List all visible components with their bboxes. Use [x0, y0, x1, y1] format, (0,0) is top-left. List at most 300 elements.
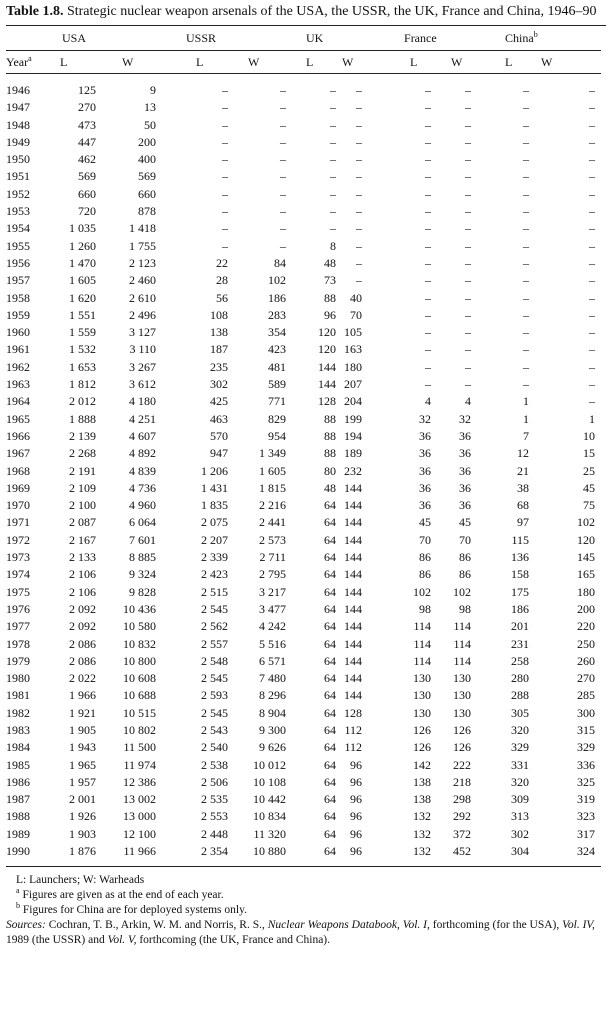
table-row [6, 705, 601, 722]
cell-china-w: 120 [577, 532, 596, 547]
cell-china-l: 136 [511, 550, 530, 565]
cell-china-w: – [589, 117, 596, 132]
table-row [6, 808, 601, 825]
cell-china-l: 231 [511, 636, 530, 651]
cell-year: 1976 [6, 601, 30, 616]
cell-ussr-l: – [222, 83, 229, 97]
table-row [6, 134, 601, 151]
table-row [6, 428, 601, 445]
cell-china-l: – [523, 273, 530, 288]
cell-france-l: 138 [413, 774, 432, 789]
cell-china-w: – [589, 169, 596, 184]
cell-usa-w: 13 002 [123, 792, 157, 807]
cell-ussr-l: – [222, 204, 229, 219]
cell-china-w: 260 [577, 653, 596, 668]
cell-usa-l: 1 620 [69, 290, 96, 305]
cell-usa-l: 1 812 [69, 377, 96, 392]
cell-china-l: 7 [523, 428, 530, 443]
cell-china-w: – [589, 342, 596, 357]
cell-usa-l: 1 876 [69, 844, 96, 859]
cell-france-l: 36 [419, 498, 432, 513]
cell-usa-w: 10 802 [123, 722, 157, 737]
cell-france-w: 130 [453, 705, 472, 720]
cell-france-w: 36 [459, 480, 472, 495]
uk-w-header: W [342, 54, 354, 69]
cell-china-l: 309 [511, 792, 530, 807]
cell-france-w: – [465, 221, 472, 236]
group-china-label: China [505, 30, 534, 45]
arsenal-table [6, 26, 601, 867]
cell-usa-w: 50 [144, 117, 157, 132]
cell-china-l: 280 [511, 671, 530, 686]
cell-uk-w: 144 [344, 515, 363, 530]
cell-china-l: 305 [511, 705, 530, 720]
cell-usa-w: 12 100 [123, 826, 157, 841]
cell-uk-l: 64 [324, 584, 337, 599]
cell-france-w: – [465, 359, 472, 374]
sources-label: Sources: [6, 919, 46, 932]
table-row [6, 497, 601, 514]
cell-china-w: 336 [577, 757, 596, 772]
table-bottom-rule [6, 860, 601, 867]
cell-year: 1947 [6, 100, 30, 115]
cell-ussr-w: 10 012 [253, 757, 287, 772]
sources-part-1: Cochran, T. B., Arkin, W. M. and Norris, R. S., [45, 919, 268, 932]
cell-uk-l: 64 [324, 619, 337, 634]
cell-france-w: 45 [459, 515, 472, 530]
cell-france-l: 132 [413, 826, 432, 841]
cell-ussr-l: – [222, 169, 229, 184]
cell-france-l: 114 [413, 619, 432, 634]
table-row [6, 203, 601, 220]
cell-ussr-l: – [222, 186, 229, 201]
cell-usa-w: 9 324 [129, 567, 157, 582]
table-title-label: Table 1.8. [6, 4, 64, 19]
cell-usa-l: 2 109 [69, 480, 96, 495]
cell-year: 1954 [6, 221, 30, 236]
cell-uk-w: 144 [344, 653, 363, 668]
cell-france-w: 114 [453, 636, 472, 651]
cell-france-w: 32 [459, 411, 472, 426]
ussr-l-header: L [196, 54, 204, 69]
cell-usa-w: 400 [138, 152, 157, 167]
cell-usa-w: 200 [138, 134, 157, 149]
sources-vol5: Vol. V, [107, 934, 137, 947]
cell-usa-w: 10 580 [123, 619, 157, 634]
cell-ussr-l: 2 545 [201, 671, 229, 686]
cell-uk-w: – [356, 169, 363, 184]
sources-book: Nuclear Weapons Databook, Vol. I, [267, 919, 430, 932]
cell-usa-w: 660 [138, 186, 157, 201]
table-title [6, 3, 606, 21]
ussr-w-header: W [248, 54, 260, 69]
cell-ussr-l: 425 [210, 394, 229, 409]
cell-china-l: 1 [523, 394, 530, 409]
cell-ussr-w: 8 904 [259, 705, 287, 720]
cell-ussr-w: 1 815 [259, 480, 287, 495]
sub-header-row [6, 51, 601, 74]
cell-ussr-l: 570 [210, 428, 229, 443]
cell-usa-l: 1 559 [69, 325, 96, 340]
cell-ussr-l: 22 [216, 255, 229, 270]
cell-usa-l: 1 966 [69, 688, 96, 703]
cell-france-l: 138 [413, 792, 432, 807]
cell-uk-w: 144 [344, 532, 363, 547]
cell-ussr-w: 9 626 [259, 740, 287, 755]
cell-france-w: 70 [459, 532, 472, 547]
cell-france-w: – [465, 134, 472, 149]
cell-ussr-l: 1 835 [201, 498, 229, 513]
cell-china-l: 97 [517, 515, 530, 530]
cell-china-l: 288 [511, 688, 530, 703]
cell-france-l: 98 [419, 601, 432, 616]
cell-ussr-l: – [222, 117, 229, 132]
cell-usa-w: 10 608 [123, 671, 157, 686]
cell-ussr-l: 2 354 [201, 844, 229, 859]
cell-year: 1971 [6, 515, 30, 530]
cell-year: 1965 [6, 411, 30, 426]
cell-china-l: 201 [511, 619, 530, 634]
group-ussr: USSR [186, 30, 217, 45]
cell-ussr-w: – [280, 100, 287, 115]
cell-ussr-l: 138 [210, 325, 229, 340]
cell-uk-w: 96 [350, 826, 363, 841]
cell-usa-w: 12 386 [123, 774, 157, 789]
cell-uk-w: 105 [344, 325, 363, 340]
cell-china-l: – [523, 238, 530, 253]
cell-uk-l: 64 [324, 844, 337, 859]
cell-france-l: 36 [419, 480, 432, 495]
cell-china-l: – [523, 325, 530, 340]
cell-ussr-l: – [222, 134, 229, 149]
table-row [6, 618, 601, 635]
cell-usa-l: 2 167 [69, 532, 96, 547]
cell-uk-l: – [330, 117, 337, 132]
cell-china-w: – [589, 186, 596, 201]
cell-year: 1978 [6, 636, 30, 651]
cell-france-w: 114 [453, 619, 472, 634]
cell-france-w: – [465, 342, 472, 357]
cell-uk-w: 96 [350, 792, 363, 807]
sources-vol4: Vol. IV, [562, 919, 595, 932]
table-row [6, 722, 601, 739]
cell-china-w: 325 [577, 774, 596, 789]
cell-uk-w: 70 [350, 307, 363, 322]
table-row [6, 238, 601, 255]
cell-usa-l: 2 001 [69, 792, 96, 807]
cell-china-w: – [589, 377, 596, 392]
cell-ussr-w: 5 516 [259, 636, 287, 651]
cell-france-l: – [425, 152, 432, 167]
cell-year: 1958 [6, 290, 30, 305]
cell-france-l: 142 [413, 757, 432, 772]
cell-ussr-l: 2 553 [201, 809, 229, 824]
cell-china-l: 313 [511, 809, 530, 824]
cell-usa-w: 10 832 [123, 636, 157, 651]
cell-uk-w: 144 [344, 480, 363, 495]
cell-france-w: – [465, 307, 472, 322]
cell-usa-w: 7 601 [129, 532, 157, 547]
cell-uk-l: 64 [324, 792, 337, 807]
cell-usa-l: 2 086 [69, 653, 96, 668]
cell-usa-w: 10 800 [123, 653, 157, 668]
cell-france-l: 130 [413, 705, 432, 720]
cell-uk-w: 199 [344, 411, 363, 426]
cell-ussr-w: 4 242 [259, 619, 287, 634]
table-row [6, 393, 601, 410]
cell-france-w: 114 [453, 653, 472, 668]
cell-france-w: 130 [453, 671, 472, 686]
cell-ussr-w: – [280, 152, 287, 167]
footnote-b-text: Figures for China are for deployed systems only. [20, 904, 247, 917]
cell-usa-w: 10 436 [123, 601, 157, 616]
cell-ussr-w: 9 300 [259, 722, 287, 737]
cell-france-l: – [425, 307, 432, 322]
table-row [6, 117, 601, 134]
cell-uk-l: 64 [324, 532, 337, 547]
cell-year: 1956 [6, 255, 30, 270]
cell-france-w: – [465, 186, 472, 201]
cell-usa-w: 3 127 [129, 325, 157, 340]
cell-year: 1966 [6, 428, 30, 443]
cell-uk-l: – [330, 169, 337, 184]
table-row [6, 791, 601, 808]
cell-ussr-l: 302 [210, 377, 229, 392]
cell-uk-l: 144 [318, 359, 337, 374]
cell-uk-w: – [356, 204, 363, 219]
cell-usa-w: 2 123 [129, 255, 157, 270]
cell-year: 1977 [6, 619, 30, 634]
table-row [6, 514, 601, 531]
year-header [6, 51, 56, 74]
cell-uk-l: – [330, 186, 337, 201]
cell-france-w: 292 [453, 809, 472, 824]
france-w-header: W [451, 54, 463, 69]
cell-usa-w: 3 612 [129, 377, 157, 392]
cell-uk-l: 64 [324, 653, 337, 668]
cell-china-w: 145 [577, 550, 596, 565]
cell-ussr-w: 354 [268, 325, 287, 340]
cell-uk-l: 64 [324, 498, 337, 513]
cell-china-l: 68 [517, 498, 530, 513]
cell-usa-w: 569 [138, 169, 157, 184]
cell-ussr-l: 2 540 [201, 740, 229, 755]
cell-usa-l: 1 957 [69, 774, 96, 789]
cell-year: 1980 [6, 671, 30, 686]
table-row [6, 774, 601, 791]
cell-uk-l: 64 [324, 601, 337, 616]
cell-uk-w: 144 [344, 601, 363, 616]
cell-france-l: 114 [413, 636, 432, 651]
table-row [6, 687, 601, 704]
cell-france-w: 452 [453, 844, 472, 859]
cell-france-l: 114 [413, 653, 432, 668]
cell-ussr-l: – [222, 100, 229, 115]
cell-year: 1983 [6, 722, 30, 737]
cell-usa-w: 2 610 [129, 290, 157, 305]
cell-ussr-l: 2 538 [201, 757, 229, 772]
footnotes [6, 873, 606, 948]
cell-china-w: 15 [583, 446, 596, 461]
cell-usa-l: 2 022 [69, 671, 96, 686]
cell-usa-l: 2 092 [69, 619, 96, 634]
group-usa: USA [62, 30, 87, 45]
cell-uk-l: 88 [324, 428, 337, 443]
table-row [6, 549, 601, 566]
cell-france-w: – [465, 117, 472, 132]
table-row [6, 255, 601, 272]
cell-china-w: 324 [577, 844, 596, 859]
cell-ussr-w: 7 480 [259, 671, 287, 686]
table-row [6, 532, 601, 549]
cell-year: 1952 [6, 186, 30, 201]
cell-uk-l: 120 [318, 342, 337, 357]
cell-year: 1953 [6, 204, 30, 219]
cell-ussr-w: – [280, 117, 287, 132]
cell-uk-l: 120 [318, 325, 337, 340]
cell-ussr-l: 2 207 [201, 532, 229, 547]
cell-uk-w: 144 [344, 619, 363, 634]
table-row [6, 757, 601, 774]
cell-france-w: – [465, 83, 472, 97]
cell-usa-l: 2 086 [69, 636, 96, 651]
cell-uk-w: 232 [344, 463, 363, 478]
cell-ussr-w: 102 [268, 273, 287, 288]
cell-china-l: – [523, 307, 530, 322]
cell-france-w: 298 [453, 792, 472, 807]
cell-china-l: 21 [517, 463, 530, 478]
footnote-b [6, 903, 606, 918]
cell-ussr-w: 283 [268, 307, 287, 322]
cell-china-w: 220 [577, 619, 596, 634]
cell-usa-w: 9 [150, 83, 157, 97]
cell-uk-l: 64 [324, 722, 337, 737]
cell-uk-l: 8 [330, 238, 337, 253]
cell-uk-w: 112 [344, 740, 363, 755]
cell-year: 1973 [6, 550, 30, 565]
cell-france-l: 4 [425, 394, 432, 409]
cell-china-l: 38 [517, 480, 530, 495]
cell-year: 1990 [6, 844, 30, 859]
cell-china-l: – [523, 204, 530, 219]
cell-china-w: 315 [577, 722, 596, 737]
cell-uk-l: 88 [324, 411, 337, 426]
cell-year: 1960 [6, 325, 30, 340]
cell-france-l: – [425, 377, 432, 392]
cell-usa-l: 1 888 [69, 411, 96, 426]
cell-usa-w: 11 966 [123, 844, 157, 859]
cell-ussr-l: 2 075 [201, 515, 229, 530]
cell-china-w: 165 [577, 567, 596, 582]
cell-uk-w: 189 [344, 446, 363, 461]
cell-usa-w: 9 828 [129, 584, 157, 599]
cell-china-l: 331 [511, 757, 530, 772]
cell-uk-l: 64 [324, 515, 337, 530]
cell-china-w: 250 [577, 636, 596, 651]
cell-france-l: – [425, 359, 432, 374]
cell-ussr-l: 28 [216, 273, 229, 288]
cell-ussr-l: 56 [216, 290, 229, 305]
cell-china-l: – [523, 169, 530, 184]
cell-ussr-w: 3 217 [259, 584, 287, 599]
cell-france-w: 86 [459, 550, 472, 565]
cell-china-l: – [523, 377, 530, 392]
cell-france-w: 36 [459, 446, 472, 461]
cell-france-l: – [425, 255, 432, 270]
cell-china-w: 75 [583, 498, 596, 513]
cell-china-l: 320 [511, 722, 530, 737]
cell-year: 1949 [6, 134, 30, 149]
cell-china-l: – [523, 342, 530, 357]
cell-ussr-w: 954 [268, 428, 287, 443]
cell-ussr-w: – [280, 204, 287, 219]
cell-usa-w: 11 500 [123, 740, 157, 755]
cell-france-w: 126 [453, 722, 472, 737]
cell-ussr-l: 2 545 [201, 705, 229, 720]
cell-usa-l: 462 [78, 152, 96, 167]
cell-china-w: – [589, 359, 596, 374]
cell-ussr-l: 2 535 [201, 792, 229, 807]
cell-uk-w: 163 [344, 342, 363, 357]
cell-ussr-l: 2 506 [201, 774, 229, 789]
cell-china-w: 323 [577, 809, 596, 824]
cell-uk-w: – [356, 134, 363, 149]
footnote-a-text: Figures are given as at the end of each year. [19, 889, 224, 902]
cell-ussr-w: 2 216 [259, 498, 287, 513]
cell-uk-l: 88 [324, 290, 337, 305]
cell-year: 1986 [6, 774, 30, 789]
cell-year: 1959 [6, 307, 30, 322]
cell-year: 1961 [6, 342, 30, 357]
cell-ussr-l: 463 [210, 411, 229, 426]
cell-china-w: – [589, 394, 596, 409]
cell-france-l: – [425, 100, 432, 115]
cell-uk-l: 48 [324, 255, 337, 270]
cell-france-l: 130 [413, 671, 432, 686]
cell-ussr-w: 10 442 [253, 792, 287, 807]
cell-france-w: 130 [453, 688, 472, 703]
cell-usa-w: 2 496 [129, 307, 157, 322]
table-row [6, 411, 601, 428]
cell-ussr-l: 947 [210, 446, 229, 461]
cell-china-w: – [589, 100, 596, 115]
cell-year: 1989 [6, 826, 30, 841]
cell-ussr-l: 2 515 [201, 584, 229, 599]
usa-l-header: L [60, 54, 68, 69]
cell-uk-l: 128 [318, 394, 337, 409]
cell-china-l: 329 [511, 740, 530, 755]
cell-france-w: 4 [465, 394, 472, 409]
cell-usa-l: 1 905 [69, 722, 96, 737]
cell-uk-w: 204 [344, 394, 363, 409]
cell-france-w: 36 [459, 463, 472, 478]
cell-france-w: – [465, 204, 472, 219]
cell-usa-w: 3 267 [129, 359, 157, 374]
cell-france-l: – [425, 342, 432, 357]
year-header-label: Year [6, 54, 29, 69]
cell-china-w: – [589, 134, 596, 149]
cell-uk-w: – [356, 238, 363, 253]
cell-year: 1962 [6, 359, 30, 374]
cell-france-w: – [465, 290, 472, 305]
table-row [6, 341, 601, 358]
table-row [6, 670, 601, 687]
cell-usa-l: 1 260 [69, 238, 96, 253]
cell-year: 1988 [6, 809, 30, 824]
cell-china-l: – [523, 117, 530, 132]
cell-china-w: – [589, 221, 596, 236]
cell-usa-w: 4 607 [129, 428, 157, 443]
